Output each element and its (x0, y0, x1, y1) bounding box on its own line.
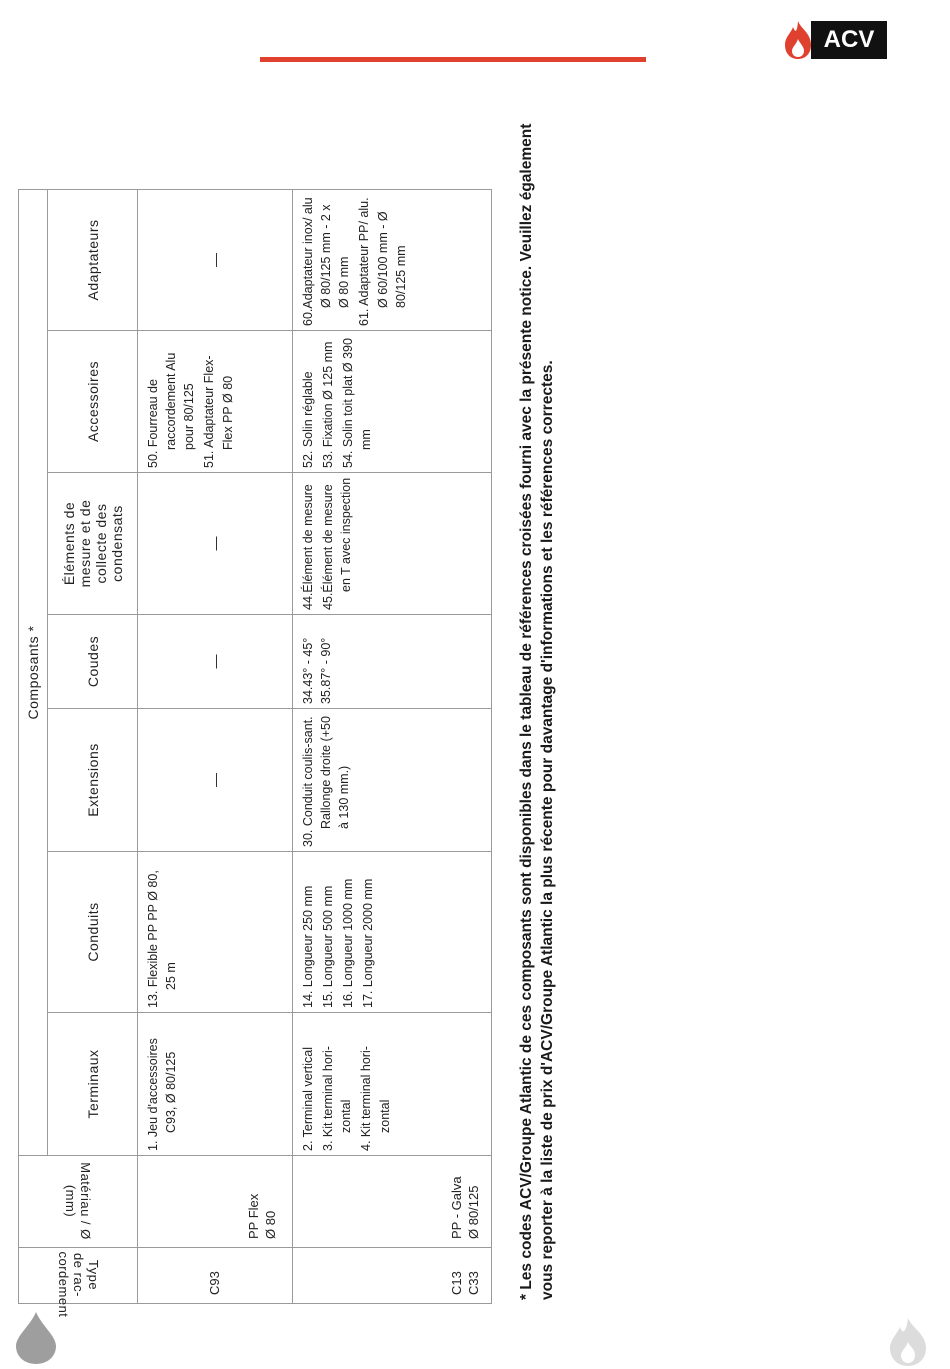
conduits-cell: 14. Longueur 250 mm 15. Longueur 500 mm 16. Longueur 1000 mm 17. Longueur 2000 mm (293, 852, 492, 1013)
material-cell: PP Flex Ø 80 (138, 1156, 293, 1248)
components-table-rotated (18, 190, 488, 1318)
adaptateurs-cell: 60.Adaptateur inox/ alu Ø 80/125 mm - 2 x Ø 80 mm 61. Adaptateur PP/ alu. Ø 60/100 mm - Ø 80/125 mm (293, 189, 492, 330)
adaptateurs-cell: — (138, 189, 293, 330)
col-terminaux: Terminaux (48, 1013, 138, 1156)
table-row (138, 189, 293, 1303)
acv-logo (781, 19, 887, 61)
col-extensions: Extensions (48, 709, 138, 852)
logo-text: ACV (823, 26, 875, 53)
accessoires-cell: 50. Fourreau de raccordement Alu pour 80/125 51. Adaptateur Flex-Flex PP Ø 80 (138, 331, 293, 473)
flame-icon (781, 19, 815, 61)
coudes-cell: — (138, 615, 293, 709)
col-accessoires: Accessoires (48, 331, 138, 473)
header-accent-bar (260, 57, 646, 62)
terminaux-cell: 1. Jeu d'accessoires C93, Ø 80/125 (138, 1013, 293, 1156)
header-components: Composants * (19, 189, 48, 1155)
header-type: Type de rac- cordement (19, 1248, 138, 1304)
coudes-cell: 34.43° - 45° 35.87° - 90° (293, 615, 492, 709)
header-material: Matériau / Ø (mm) (19, 1156, 138, 1248)
table-row (293, 189, 492, 1303)
components-table (18, 189, 492, 1318)
col-elements: Éléments de mesure et de collecte des condensats (48, 473, 138, 615)
extensions-cell: — (138, 709, 293, 852)
terminaux-cell: 2. Terminal vertical 3. Kit terminal hori-zontal 4. Kit terminal hori-zontal (293, 1013, 492, 1156)
type-cell: C93 (138, 1248, 293, 1304)
type-cell: C13 C33 (293, 1248, 492, 1304)
flame-watermark-icon (888, 1318, 928, 1366)
accessoires-cell: 52. Solin réglable 53. Fixation Ø 125 mm 54. Solin toit plat Ø 390 mm (293, 331, 492, 473)
material-cell: PP - Galva Ø 80/125 (293, 1156, 492, 1248)
col-conduits: Conduits (48, 852, 138, 1013)
conduits-cell: 13. Flexible PP PP Ø 80, 25 m (138, 852, 293, 1013)
col-adaptateurs: Adaptateurs (48, 189, 138, 330)
extensions-cell: 30. Conduit coulis-sant. Rallonge droite (+50 à 130 mm.) (293, 709, 492, 852)
water-drop-icon (16, 1312, 56, 1364)
elements-cell: 44.Élément de mesure 45.Élément de mesure en T avec inspection (293, 473, 492, 615)
elements-cell: — (138, 473, 293, 615)
footnote: * Les codes ACV/Groupe Atlantic de ces composants sont disponibles dans le tableau de références croisées fourni avec la présente notice. Veuillez également vous reporter à la liste de prix d'ACV/Groupe Atlantic la plus récente pour davantage d'informations et les références correctes. (518, 123, 556, 1300)
col-coudes: Coudes (48, 615, 138, 709)
